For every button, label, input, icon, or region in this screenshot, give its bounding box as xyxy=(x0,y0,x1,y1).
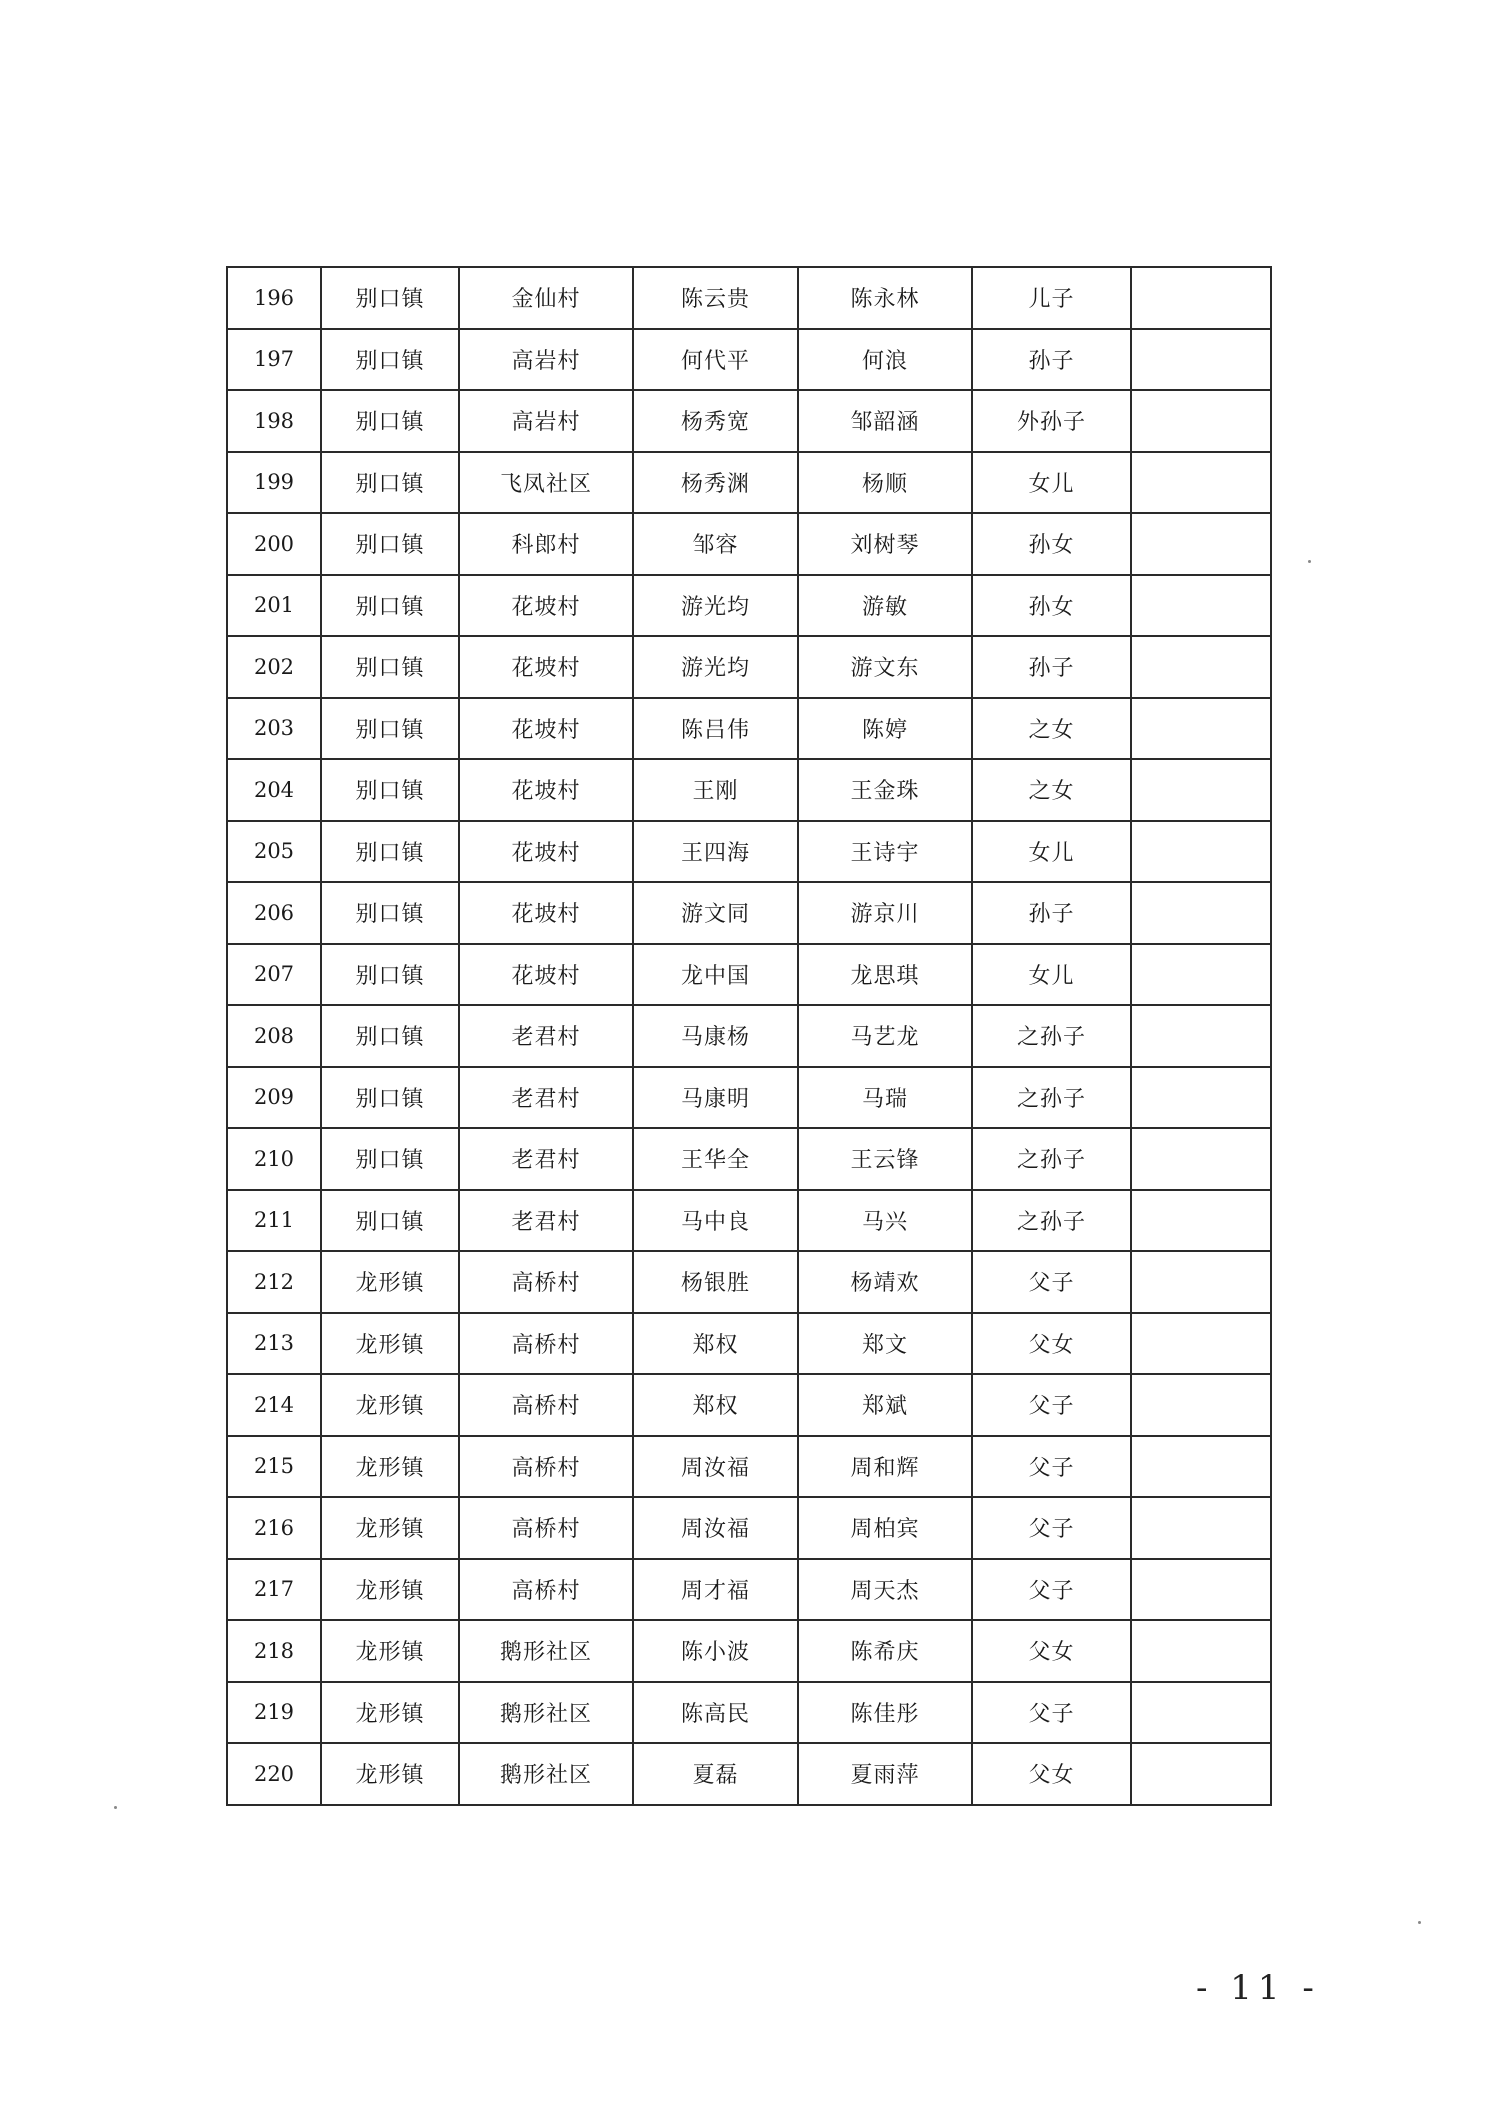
cell-town: 别口镇 xyxy=(321,698,459,760)
table-row xyxy=(227,1743,1271,1805)
cell-student-name: 杨顺 xyxy=(798,452,972,514)
cell-household-head: 杨秀宽 xyxy=(633,390,798,452)
table-row xyxy=(227,1313,1271,1375)
cell-town: 别口镇 xyxy=(321,329,459,391)
cell-village: 老君村 xyxy=(459,1128,633,1190)
cell-student-name: 郑文 xyxy=(798,1313,972,1375)
cell-number: 200 xyxy=(227,513,321,575)
cell-student-name: 周柏宾 xyxy=(798,1497,972,1559)
cell-relation: 之孙子 xyxy=(972,1005,1131,1067)
table-row xyxy=(227,1251,1271,1313)
cell-town: 别口镇 xyxy=(321,636,459,698)
cell-student-name: 王云锋 xyxy=(798,1128,972,1190)
cell-household-head: 王四海 xyxy=(633,821,798,883)
cell-household-head: 陈小波 xyxy=(633,1620,798,1682)
table-row xyxy=(227,1128,1271,1190)
cell-village: 鹅形社区 xyxy=(459,1620,633,1682)
cell-town: 别口镇 xyxy=(321,759,459,821)
cell-household-head: 游光均 xyxy=(633,636,798,698)
cell-household-head: 龙中国 xyxy=(633,944,798,1006)
cell-town: 别口镇 xyxy=(321,1005,459,1067)
cell-relation: 之孙子 xyxy=(972,1128,1131,1190)
cell-town: 别口镇 xyxy=(321,821,459,883)
cell-village: 高桥村 xyxy=(459,1436,633,1498)
cell-village: 花坡村 xyxy=(459,636,633,698)
cell-student-name: 周天杰 xyxy=(798,1559,972,1621)
cell-village: 鹅形社区 xyxy=(459,1682,633,1744)
table-row xyxy=(227,1436,1271,1498)
cell-relation: 孙子 xyxy=(972,882,1131,944)
cell-note xyxy=(1131,759,1271,821)
table-row xyxy=(227,1005,1271,1067)
cell-village: 科郎村 xyxy=(459,513,633,575)
cell-relation: 父子 xyxy=(972,1436,1131,1498)
cell-town: 龙形镇 xyxy=(321,1620,459,1682)
table-row xyxy=(227,1559,1271,1621)
cell-number: 203 xyxy=(227,698,321,760)
cell-number: 216 xyxy=(227,1497,321,1559)
cell-town: 别口镇 xyxy=(321,944,459,1006)
table-row xyxy=(227,452,1271,514)
cell-student-name: 郑斌 xyxy=(798,1374,972,1436)
cell-number: 220 xyxy=(227,1743,321,1805)
cell-village: 花坡村 xyxy=(459,759,633,821)
cell-number: 217 xyxy=(227,1559,321,1621)
cell-town: 别口镇 xyxy=(321,452,459,514)
table-row xyxy=(227,759,1271,821)
cell-relation: 之女 xyxy=(972,698,1131,760)
table-row xyxy=(227,636,1271,698)
cell-relation: 外孙子 xyxy=(972,390,1131,452)
cell-student-name: 马兴 xyxy=(798,1190,972,1252)
cell-number: 210 xyxy=(227,1128,321,1190)
cell-village: 高桥村 xyxy=(459,1559,633,1621)
cell-student-name: 游京川 xyxy=(798,882,972,944)
cell-note xyxy=(1131,944,1271,1006)
roster-table-body xyxy=(227,267,1271,1805)
table-row xyxy=(227,575,1271,637)
cell-household-head: 游光均 xyxy=(633,575,798,637)
cell-note xyxy=(1131,1436,1271,1498)
cell-household-head: 周才福 xyxy=(633,1559,798,1621)
cell-relation: 父子 xyxy=(972,1374,1131,1436)
cell-household-head: 邹容 xyxy=(633,513,798,575)
cell-number: 205 xyxy=(227,821,321,883)
cell-number: 206 xyxy=(227,882,321,944)
cell-number: 212 xyxy=(227,1251,321,1313)
cell-student-name: 龙思琪 xyxy=(798,944,972,1006)
cell-note xyxy=(1131,1251,1271,1313)
cell-number: 201 xyxy=(227,575,321,637)
cell-household-head: 马康明 xyxy=(633,1067,798,1129)
cell-note xyxy=(1131,513,1271,575)
cell-village: 高桥村 xyxy=(459,1313,633,1375)
cell-town: 别口镇 xyxy=(321,1067,459,1129)
cell-household-head: 陈吕伟 xyxy=(633,698,798,760)
scan-speck xyxy=(1308,560,1311,563)
cell-number: 214 xyxy=(227,1374,321,1436)
cell-number: 209 xyxy=(227,1067,321,1129)
cell-note xyxy=(1131,1497,1271,1559)
cell-household-head: 游文同 xyxy=(633,882,798,944)
cell-number: 198 xyxy=(227,390,321,452)
cell-number: 196 xyxy=(227,267,321,329)
cell-household-head: 马中良 xyxy=(633,1190,798,1252)
cell-student-name: 何浪 xyxy=(798,329,972,391)
table-row xyxy=(227,1620,1271,1682)
cell-note xyxy=(1131,1005,1271,1067)
cell-relation: 孙子 xyxy=(972,329,1131,391)
cell-number: 207 xyxy=(227,944,321,1006)
cell-village: 高桥村 xyxy=(459,1497,633,1559)
cell-town: 龙形镇 xyxy=(321,1374,459,1436)
cell-number: 219 xyxy=(227,1682,321,1744)
cell-student-name: 陈婷 xyxy=(798,698,972,760)
cell-relation: 父女 xyxy=(972,1620,1131,1682)
cell-student-name: 周和辉 xyxy=(798,1436,972,1498)
cell-note xyxy=(1131,882,1271,944)
cell-relation: 孙子 xyxy=(972,636,1131,698)
cell-relation: 女儿 xyxy=(972,821,1131,883)
cell-village: 老君村 xyxy=(459,1190,633,1252)
cell-note xyxy=(1131,1559,1271,1621)
cell-note xyxy=(1131,821,1271,883)
cell-household-head: 郑权 xyxy=(633,1374,798,1436)
cell-student-name: 游敏 xyxy=(798,575,972,637)
cell-note xyxy=(1131,1743,1271,1805)
table-row xyxy=(227,944,1271,1006)
table-row xyxy=(227,698,1271,760)
cell-number: 213 xyxy=(227,1313,321,1375)
cell-town: 龙形镇 xyxy=(321,1436,459,1498)
cell-town: 龙形镇 xyxy=(321,1682,459,1744)
cell-relation: 父女 xyxy=(972,1313,1131,1375)
cell-town: 别口镇 xyxy=(321,513,459,575)
page-number: - 11 - xyxy=(1196,1968,1320,2008)
cell-note xyxy=(1131,1190,1271,1252)
cell-relation: 父子 xyxy=(972,1682,1131,1744)
cell-town: 龙形镇 xyxy=(321,1497,459,1559)
cell-student-name: 马艺龙 xyxy=(798,1005,972,1067)
cell-village: 高岩村 xyxy=(459,329,633,391)
cell-note xyxy=(1131,452,1271,514)
cell-note xyxy=(1131,575,1271,637)
cell-number: 199 xyxy=(227,452,321,514)
cell-village: 高岩村 xyxy=(459,390,633,452)
cell-town: 龙形镇 xyxy=(321,1743,459,1805)
cell-relation: 之女 xyxy=(972,759,1131,821)
cell-student-name: 马瑞 xyxy=(798,1067,972,1129)
table-row xyxy=(227,821,1271,883)
cell-relation: 儿子 xyxy=(972,267,1131,329)
cell-student-name: 邹韶涵 xyxy=(798,390,972,452)
table-row xyxy=(227,329,1271,391)
cell-number: 202 xyxy=(227,636,321,698)
cell-village: 高桥村 xyxy=(459,1251,633,1313)
cell-village: 花坡村 xyxy=(459,821,633,883)
cell-household-head: 何代平 xyxy=(633,329,798,391)
table-row xyxy=(227,267,1271,329)
table-row xyxy=(227,1190,1271,1252)
cell-household-head: 杨秀渊 xyxy=(633,452,798,514)
cell-note xyxy=(1131,1128,1271,1190)
cell-student-name: 刘树琴 xyxy=(798,513,972,575)
cell-town: 别口镇 xyxy=(321,390,459,452)
cell-household-head: 杨银胜 xyxy=(633,1251,798,1313)
cell-note xyxy=(1131,1313,1271,1375)
cell-village: 鹅形社区 xyxy=(459,1743,633,1805)
cell-relation: 之孙子 xyxy=(972,1190,1131,1252)
cell-village: 花坡村 xyxy=(459,882,633,944)
cell-number: 215 xyxy=(227,1436,321,1498)
cell-household-head: 夏磊 xyxy=(633,1743,798,1805)
cell-number: 218 xyxy=(227,1620,321,1682)
cell-note xyxy=(1131,698,1271,760)
cell-relation: 父女 xyxy=(972,1743,1131,1805)
cell-number: 197 xyxy=(227,329,321,391)
table-row xyxy=(227,882,1271,944)
cell-relation: 之孙子 xyxy=(972,1067,1131,1129)
scan-speck xyxy=(114,1806,117,1809)
cell-note xyxy=(1131,1620,1271,1682)
cell-village: 花坡村 xyxy=(459,944,633,1006)
cell-household-head: 陈云贵 xyxy=(633,267,798,329)
table-row xyxy=(227,1067,1271,1129)
cell-student-name: 王金珠 xyxy=(798,759,972,821)
cell-village: 金仙村 xyxy=(459,267,633,329)
cell-town: 龙形镇 xyxy=(321,1559,459,1621)
cell-student-name: 陈希庆 xyxy=(798,1620,972,1682)
cell-relation: 孙女 xyxy=(972,513,1131,575)
cell-number: 208 xyxy=(227,1005,321,1067)
cell-household-head: 周汝福 xyxy=(633,1436,798,1498)
cell-village: 高桥村 xyxy=(459,1374,633,1436)
table-row xyxy=(227,513,1271,575)
cell-relation: 父子 xyxy=(972,1497,1131,1559)
cell-student-name: 陈永林 xyxy=(798,267,972,329)
cell-student-name: 王诗宇 xyxy=(798,821,972,883)
cell-village: 飞凤社区 xyxy=(459,452,633,514)
roster-table xyxy=(226,266,1272,1806)
cell-town: 别口镇 xyxy=(321,267,459,329)
cell-town: 别口镇 xyxy=(321,1190,459,1252)
cell-number: 204 xyxy=(227,759,321,821)
cell-relation: 父子 xyxy=(972,1251,1131,1313)
cell-household-head: 陈高民 xyxy=(633,1682,798,1744)
cell-relation: 女儿 xyxy=(972,944,1131,1006)
cell-town: 别口镇 xyxy=(321,575,459,637)
cell-household-head: 郑权 xyxy=(633,1313,798,1375)
table-row xyxy=(227,1374,1271,1436)
cell-student-name: 陈佳彤 xyxy=(798,1682,972,1744)
cell-student-name: 游文东 xyxy=(798,636,972,698)
cell-town: 别口镇 xyxy=(321,882,459,944)
cell-student-name: 杨靖欢 xyxy=(798,1251,972,1313)
cell-number: 211 xyxy=(227,1190,321,1252)
cell-household-head: 周汝福 xyxy=(633,1497,798,1559)
scan-speck xyxy=(1418,1921,1421,1924)
cell-note xyxy=(1131,329,1271,391)
cell-student-name: 夏雨萍 xyxy=(798,1743,972,1805)
cell-note xyxy=(1131,390,1271,452)
cell-note xyxy=(1131,636,1271,698)
cell-town: 别口镇 xyxy=(321,1128,459,1190)
cell-town: 龙形镇 xyxy=(321,1313,459,1375)
cell-village: 老君村 xyxy=(459,1005,633,1067)
cell-household-head: 王华全 xyxy=(633,1128,798,1190)
cell-relation: 女儿 xyxy=(972,452,1131,514)
cell-village: 花坡村 xyxy=(459,575,633,637)
table-row xyxy=(227,390,1271,452)
cell-town: 龙形镇 xyxy=(321,1251,459,1313)
cell-note xyxy=(1131,1374,1271,1436)
cell-village: 老君村 xyxy=(459,1067,633,1129)
cell-household-head: 马康杨 xyxy=(633,1005,798,1067)
cell-note xyxy=(1131,267,1271,329)
table-row xyxy=(227,1682,1271,1744)
cell-village: 花坡村 xyxy=(459,698,633,760)
cell-note xyxy=(1131,1682,1271,1744)
cell-relation: 父子 xyxy=(972,1559,1131,1621)
cell-household-head: 王刚 xyxy=(633,759,798,821)
table-row xyxy=(227,1497,1271,1559)
cell-relation: 孙女 xyxy=(972,575,1131,637)
cell-note xyxy=(1131,1067,1271,1129)
